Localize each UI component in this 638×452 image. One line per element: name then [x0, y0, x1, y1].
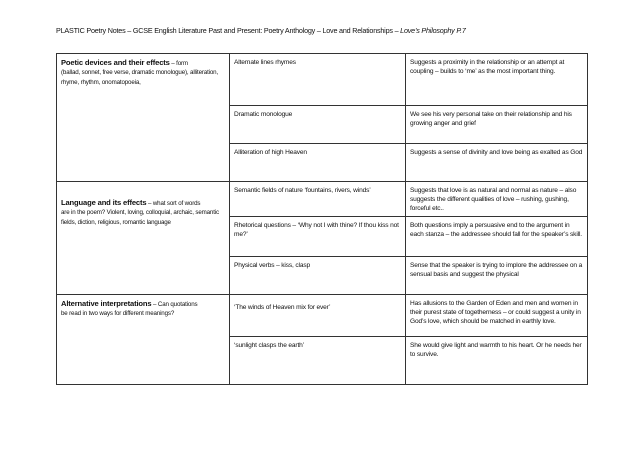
table-row [57, 294, 588, 336]
category-cell-poetic-devices [57, 54, 230, 182]
effect-cell: Both questions imply a persuasive end to the argument in each stanza – the addressee should fall for the speaker’s skill. [406, 216, 588, 256]
effect-cell: Suggests a sense of divinity and love being as exalted as God [406, 144, 588, 182]
category-title-suffix: – form [169, 60, 188, 67]
category-description: be read in two ways for different meanings? [61, 309, 175, 317]
quote-cell: Alliteration of high Heaven [230, 144, 406, 182]
category-title-suffix: – what sort of words [146, 200, 201, 207]
quote-cell: Physical verbs – kiss, clasp [230, 256, 406, 294]
category-title-suffix: – Can quotations [151, 300, 198, 308]
header-text: PLASTIC Poetry Notes – GCSE English Literature Past and Present: Poetry Anthology – Love and Relationships – [56, 26, 401, 35]
quote-cell: Rhetorical questions – ‘Why not I with thine? If thou kiss not me?’ [230, 216, 406, 256]
table-row [57, 182, 588, 217]
category-cell-language [57, 182, 230, 295]
quote-cell: ‘sunlight clasps the earth’ [230, 336, 406, 384]
quote-cell: Alternate lines rhymes [230, 54, 406, 106]
effect-cell: Suggests that love is as natural and normal as nature – also suggests the different qualities of love – rushing, gushing, forceful etc.. [406, 182, 588, 217]
category-cell-interpretations [57, 294, 230, 384]
category-description: are in the poem? Violent, loving, colloquial, archaic, semantic fields, diction, religious, romantic language [61, 209, 219, 227]
effect-cell: We see his very personal take on their relationship and his growing anger and grief [406, 106, 588, 144]
quote-cell: ‘The winds of Heaven mix for ever’ [230, 294, 406, 336]
category-title: Alternative interpretations [61, 298, 152, 308]
category-title: Poetic devices and their effects [61, 58, 170, 67]
category-title: Language and its effects [61, 198, 147, 207]
quote-cell: Semantic fields of nature ‘fountains, rivers, winds’ [230, 182, 406, 217]
page-header [56, 26, 466, 35]
notes-table [56, 53, 588, 385]
quote-cell: Dramatic monologue [230, 106, 406, 144]
effect-cell: Sense that the speaker is trying to implore the addressee on a sensual basis and suggest the physical [406, 256, 588, 294]
effect-cell: She would give light and warmth to his heart. Or he needs her to survive. [406, 336, 588, 384]
category-description: (ballad, sonnet, free verse, dramatic monologue), alliteration, rhyme, rhythm, onomatopoeia, [61, 69, 219, 87]
header-poem-title: Love’s Philosophy P.7 [400, 26, 466, 35]
effect-cell: Suggests a proximity in the relationship or an attempt at coupling – builds to ‘me’ as the most important thing. [406, 54, 588, 106]
table-row [57, 54, 588, 106]
effect-cell: Has allusions to the Garden of Eden and men and women in their purest state of togetherness – or could suggest a unity in God’s love, which should be matched in earthly love. [406, 294, 588, 336]
